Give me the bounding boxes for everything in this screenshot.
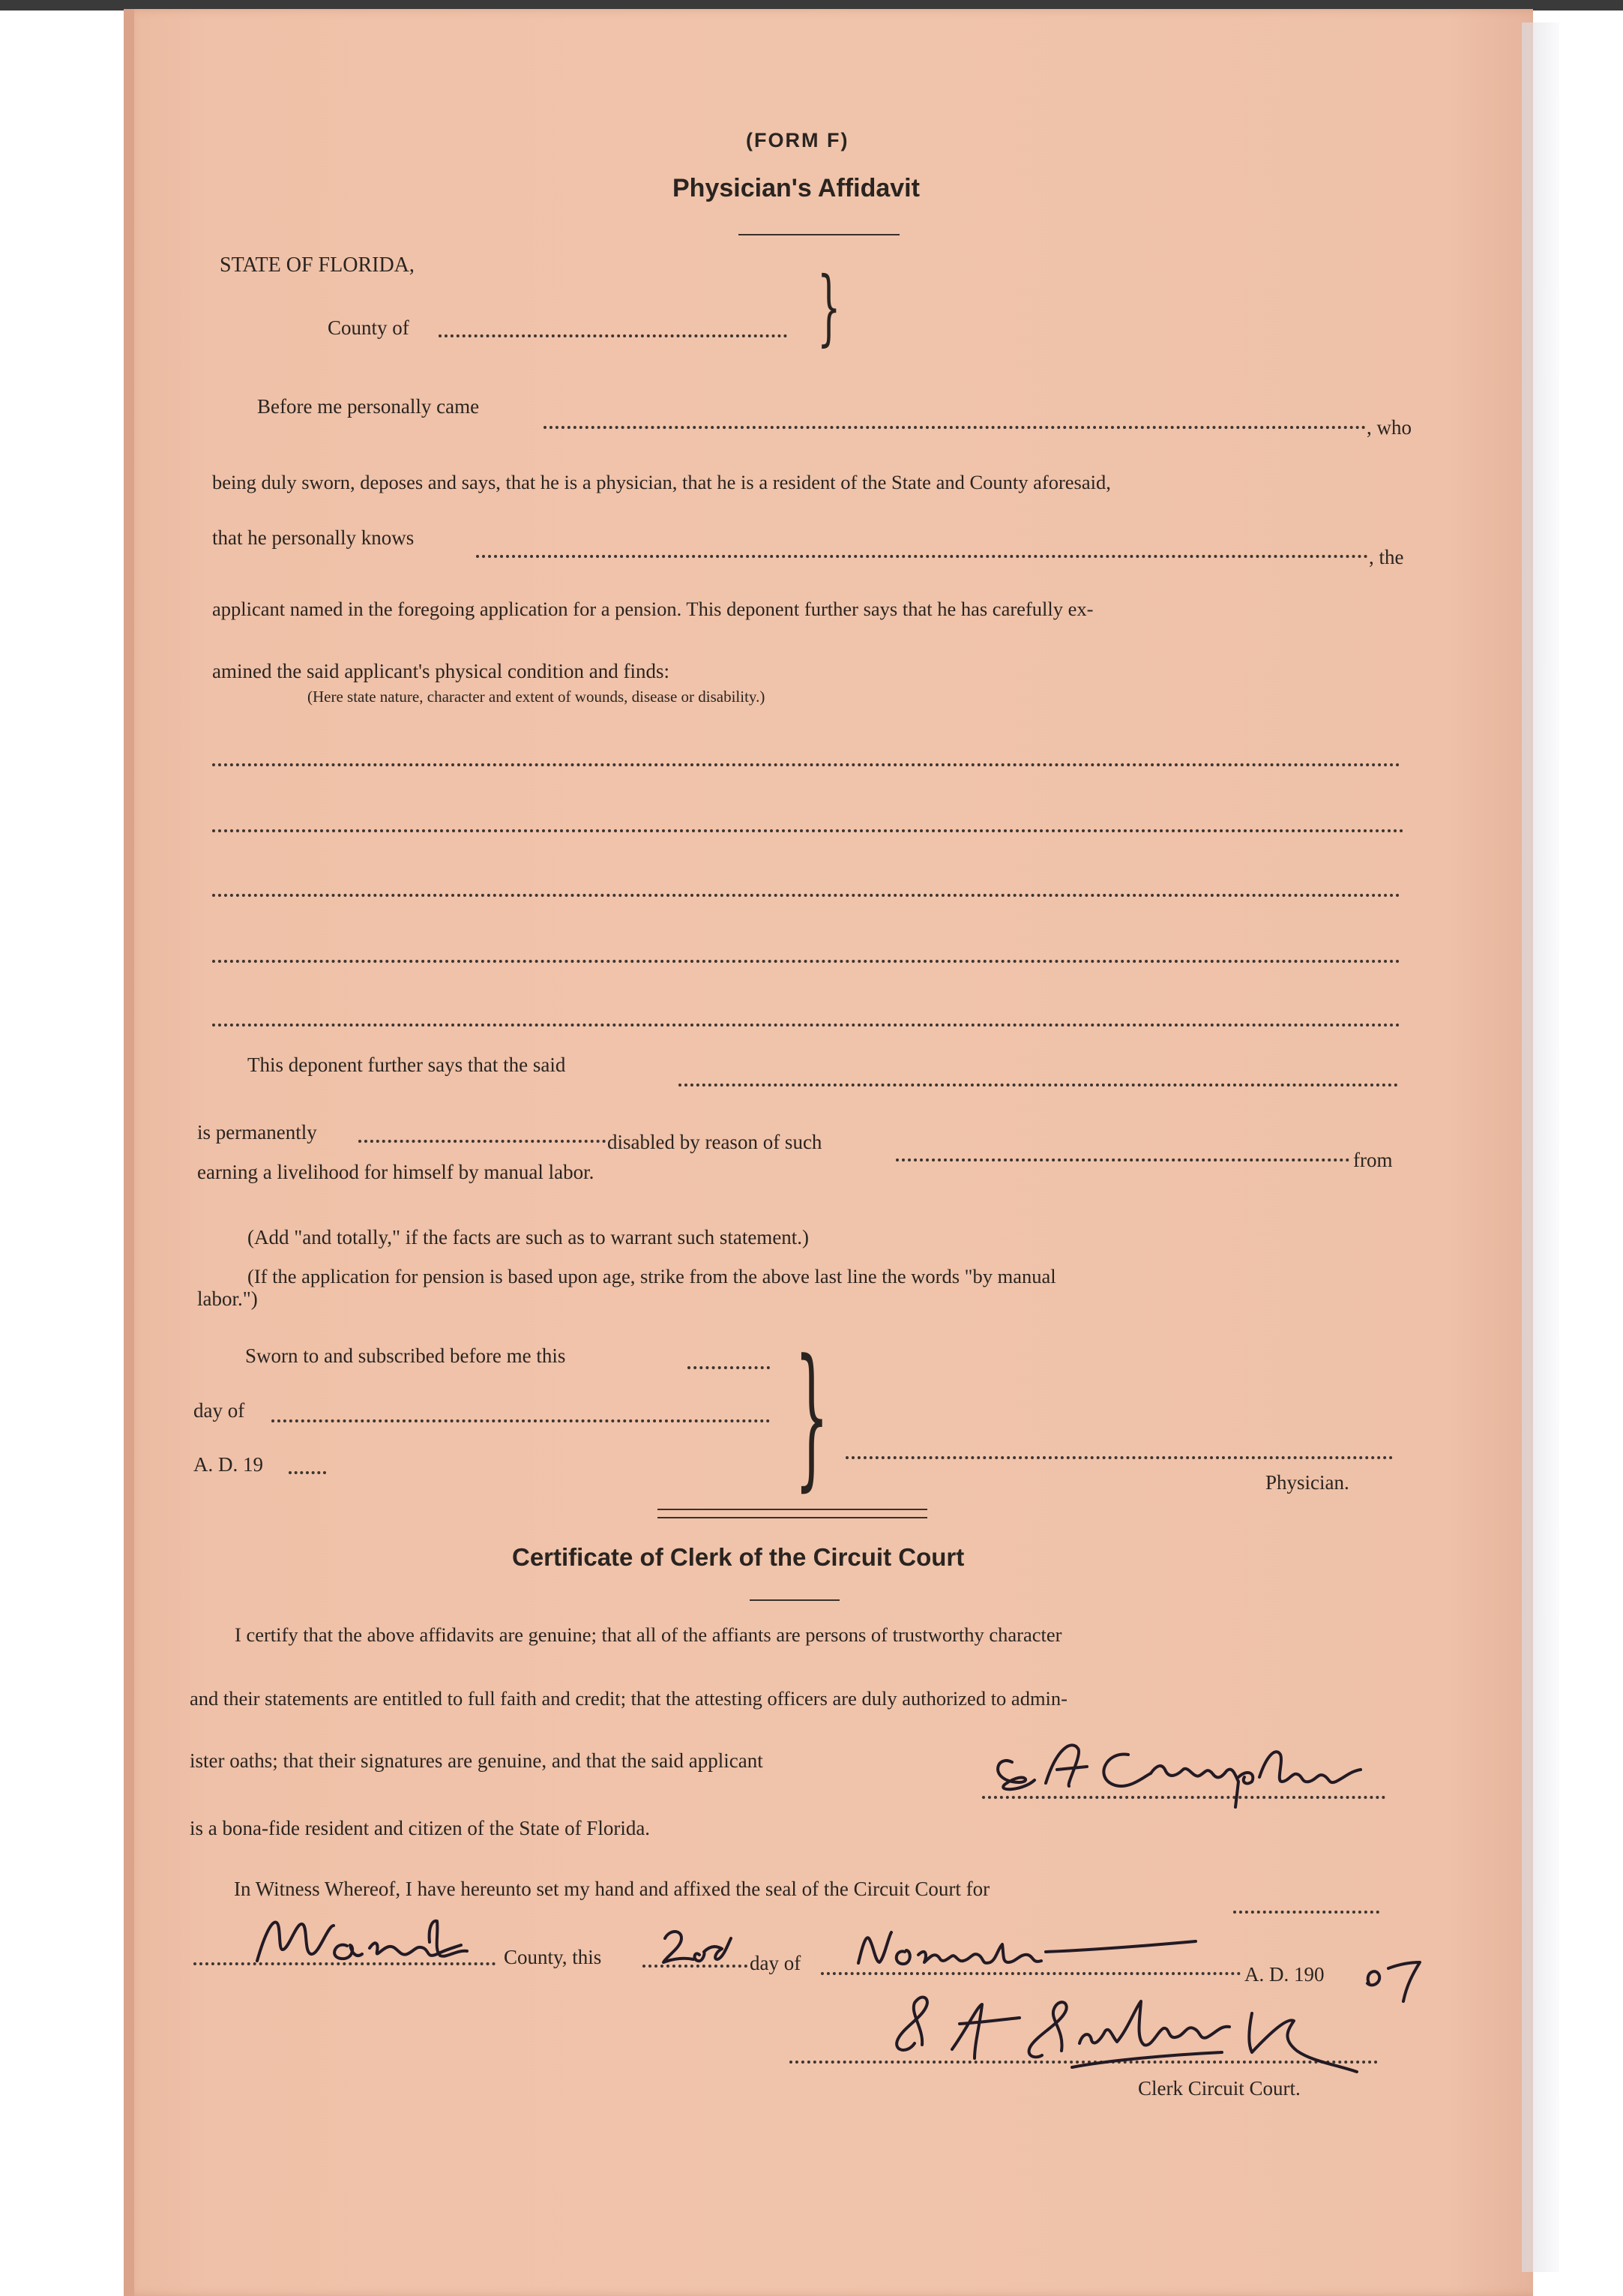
county-blank bbox=[439, 334, 787, 337]
page-title: Physician's Affidavit bbox=[672, 174, 920, 202]
venue-brace: } bbox=[817, 259, 841, 355]
permanently-blank bbox=[358, 1140, 606, 1143]
month-blank bbox=[271, 1419, 770, 1422]
county-handwriting bbox=[250, 1905, 482, 1976]
age-note-line: labor.") bbox=[197, 1287, 258, 1310]
findings-line bbox=[212, 960, 1400, 963]
ad-label: A. D. 19 bbox=[193, 1453, 263, 1476]
county-this-label: County, this bbox=[504, 1946, 602, 1968]
findings-line bbox=[212, 894, 1400, 897]
sworn-label: Sworn to and subscribed before me this bbox=[245, 1344, 566, 1367]
jurat-brace: } bbox=[795, 1327, 829, 1506]
applicant-blank bbox=[476, 555, 1368, 558]
court-county-blank bbox=[1233, 1911, 1379, 1914]
clerk-signature bbox=[877, 1983, 1364, 2081]
name-blank bbox=[543, 426, 1366, 429]
earning-text-line: earning a livelihood for himself by manual labor. bbox=[197, 1161, 594, 1183]
form-label: (FORM F) bbox=[746, 129, 849, 151]
witness-text-line: In Witness Whereof, I have hereunto set my hand and affixed the seal of the Circuit Court for bbox=[234, 1878, 990, 1900]
instruction-note: (Here state nature, character and extent of wounds, disease or disability.) bbox=[307, 688, 765, 706]
cause-blank bbox=[896, 1158, 1349, 1161]
who-label: , who bbox=[1367, 416, 1412, 439]
sworn-text-line: being duly sworn, deposes and says, that he is a physician, that he is a resident of the State and County aforesaid, bbox=[212, 471, 1111, 493]
month-handwriting bbox=[843, 1922, 1233, 1978]
physician-signature-line bbox=[846, 1456, 1393, 1459]
findings-line bbox=[212, 1024, 1400, 1027]
findings-line bbox=[212, 763, 1400, 766]
section-rule bbox=[657, 1517, 927, 1518]
cert-day-of-label: day of bbox=[750, 1952, 801, 1974]
and-totally-note: (Add "and totally," if the facts are such as to warrant such statement.) bbox=[247, 1226, 810, 1248]
the-label: , the bbox=[1369, 546, 1404, 568]
year-blank bbox=[289, 1471, 326, 1474]
title-rule bbox=[738, 234, 900, 235]
applicant-text-line: applicant named in the foregoing application for a pension. This deponent further says that he has carefully ex- bbox=[212, 598, 1094, 620]
examined-text-line: amined the said applicant's physical condition and finds: bbox=[212, 660, 669, 682]
permanently-label: is permanently bbox=[197, 1121, 317, 1144]
findings-line bbox=[212, 829, 1404, 832]
cert-ad-label: A. D. 190 bbox=[1244, 1963, 1325, 1986]
state-line: STATE OF FLORIDA, bbox=[220, 253, 415, 277]
certificate-text-line: I certify that the above affidavits are genuine; that all of the affiants are persons of trustworthy character bbox=[235, 1623, 1062, 1646]
certificate-text-line: is a bona-fide resident and citizen of the State of Florida. bbox=[190, 1817, 651, 1839]
disabled-label: disabled by reason of such bbox=[607, 1131, 822, 1153]
knows-label: that he personally knows bbox=[212, 526, 415, 549]
before-me-label: Before me personally came bbox=[257, 395, 480, 418]
day-of-label: day of bbox=[193, 1399, 245, 1422]
certificate-text-line: ister oaths; that their signatures are genuine, and that the said applicant bbox=[190, 1749, 763, 1772]
from-label: from bbox=[1353, 1149, 1393, 1171]
day-handwriting bbox=[656, 1922, 738, 1974]
clerk-label: Clerk Circuit Court. bbox=[1138, 2077, 1301, 2100]
sworn-day-blank bbox=[687, 1366, 770, 1369]
certificate-rule bbox=[750, 1599, 840, 1601]
county-label: County of bbox=[328, 316, 409, 339]
age-note-line: (If the application for pension is based upon age, strike from the above last line the words "by manual bbox=[247, 1265, 1056, 1287]
further-says-label: This deponent further says that the said bbox=[247, 1054, 566, 1076]
said-blank bbox=[678, 1084, 1398, 1087]
certificate-text-line: and their statements are entitled to full faith and credit; that the attesting officers are duly authorized to admin- bbox=[190, 1687, 1068, 1710]
applicant-signature bbox=[982, 1732, 1372, 1815]
year-handwriting bbox=[1357, 1953, 1424, 2006]
section-rule bbox=[657, 1509, 927, 1510]
plastic-sleeve bbox=[1522, 22, 1559, 2272]
certificate-title: Certificate of Clerk of the Circuit Court bbox=[512, 1543, 965, 1571]
physician-label: Physician. bbox=[1265, 1471, 1349, 1494]
